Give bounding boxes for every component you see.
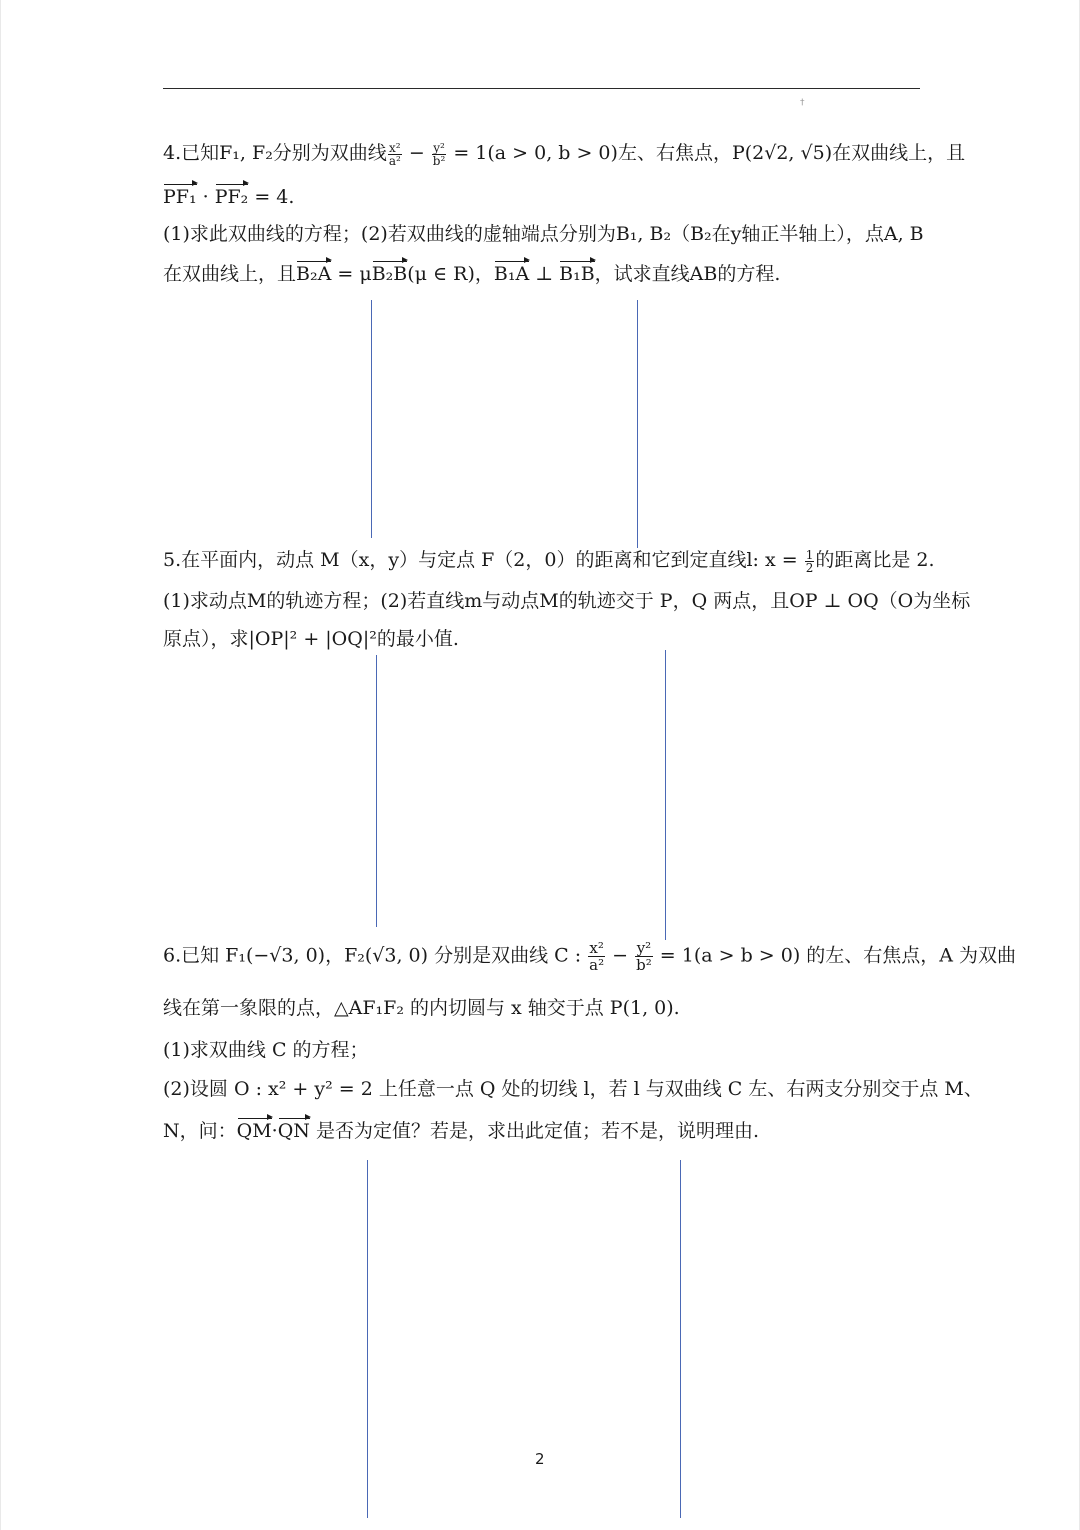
vector-b2b: B₂B — [371, 263, 408, 285]
q5-line-2: (1)求动点M的轨迹方程；(2)若直线m与动点M的轨迹交于 P，Q 两点，且OP ⊥ OQ（O为坐标 — [163, 590, 971, 612]
vector-pf1: PF₁ — [163, 186, 197, 208]
divider-line-q5-left — [376, 655, 377, 927]
q4-line-3: (1)求此双曲线的方程；(2)若双曲线的虚轴端点分别为B₁, B₂（B₂在y轴正半轴上），点A, B — [163, 223, 924, 245]
vector-b1b: B₁B — [559, 263, 595, 285]
q4-line-2: PF₁ · PF₂ = 4. — [163, 186, 295, 208]
q6-line-5: N，问：QM·QN 是否为定值？若是，求出此定值；若不是，说明理由. — [163, 1120, 760, 1142]
vector-qn: QN — [277, 1120, 310, 1142]
q6-line-3: (1)求双曲线 C 的方程； — [163, 1039, 369, 1061]
q6-fraction-x: $\frac{\text{x²}}{\text{a²}}$ — [589, 939, 605, 974]
q6-fraction-y: $\frac{\text{y²}}{\text{b²}}$ — [636, 939, 652, 974]
vector-b1a: B₁A — [493, 263, 530, 285]
divider-line-q4-right — [637, 300, 638, 548]
header-mark: † — [800, 98, 805, 108]
q4-line-4: 在双曲线上，且B₂A = μB₂B(μ ∈ R)，B₁A ⊥ B₁B，试求直线AB的方程. — [163, 263, 781, 285]
q5-line-1: 5.在平面内，动点 M（x，y）与定点 F（2，0）的距离和它到定直线l: x = $\frac{1}{2}$ 的距离比是 2. — [163, 547, 935, 575]
q4-fraction-y: $\frac{\text{y²}}{\text{b²}}$ — [432, 140, 446, 168]
header-rule — [163, 88, 920, 89]
q4-fraction-x: $\frac{\text{x²}}{\text{a²}}$ — [388, 140, 401, 168]
vector-pf2: PF₂ — [214, 186, 249, 208]
page-number: 2 — [535, 1450, 545, 1468]
divider-line-q4-left — [371, 300, 372, 538]
q6-line-2: 线在第一象限的点，△AF₁F₂ 的内切圆与 x 轴交于点 P(1, 0). — [163, 997, 680, 1019]
divider-line-q6-right — [680, 1160, 681, 1518]
q5-fraction-half: $\frac{1}{2}$ — [805, 547, 814, 575]
q5-line-3: 原点），求|OP|² + |OQ|²的最小值. — [163, 628, 459, 650]
vector-b2a: B₂A — [296, 263, 332, 285]
q6-line-4: (2)设圆 O : x² + y² = 2 上任意一点 Q 处的切线 l，若 l 与双曲线 C 左、右两支分别交于点 M、 — [163, 1078, 983, 1100]
q6-line-1: 6.已知 F₁(−√3, 0)，F₂(√3, 0) 分别是双曲线 C : $\frac{\text{x²}}{\text{a²}}$ − $\frac{\text{y²}}{\text{b²}}$ = 1(a > b > 0) 的左、右焦点，A 为双曲 — [163, 939, 1017, 974]
divider-line-q5-right — [665, 650, 666, 940]
divider-line-q6-left — [367, 1160, 368, 1518]
q4-line-1: 4.已知F₁, F₂分别为双曲线 $\frac{\text{x²}}{\text{a²}}$ − $\frac{\text{y²}}{\text{b²}}$ = 1(a > 0, b > 0)左、右焦点，P(2√2, √5)在双曲线上，且 — [163, 140, 966, 168]
vector-qm: QM — [236, 1120, 272, 1142]
